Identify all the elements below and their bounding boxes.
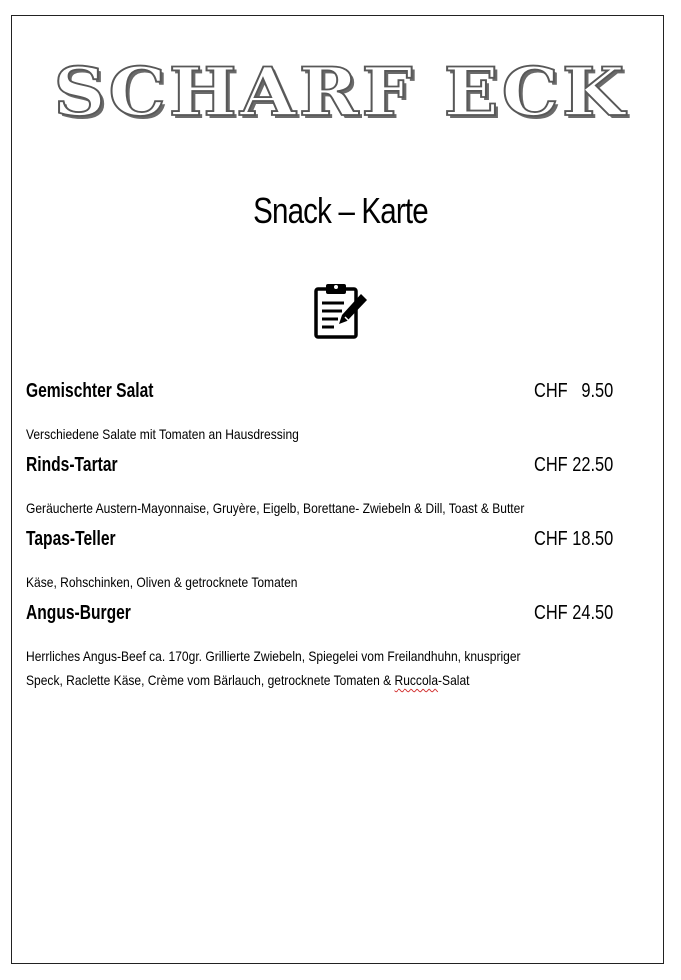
menu-list [26,380,616,692]
item-name: Angus-Burger [26,602,131,624]
item-name: Tapas-Teller [26,528,116,550]
item-price: CHF 9.50 [534,380,614,402]
item-price: CHF 22.50 [534,454,614,476]
spellcheck-flagged-word[interactable]: Ruccola [394,672,439,688]
item-price: CHF 18.50 [534,528,614,550]
clipboard-edit-icon [312,281,370,339]
menu-item [26,454,616,520]
restaurant-logo: SCHARF ECK [53,52,628,131]
item-description-line: Herrliches Angus-Beef ca. 170gr. Grillierte Zwiebeln, Spiegelei vom Freilandhuhn, knuspriger [26,648,521,664]
item-name: Rinds-Tartar [26,454,118,476]
menu-title: Snack – Karte [253,190,428,231]
menu-item [26,528,616,594]
description-text: Speck, Raclette Käse, Crème vom Bärlauch, getrocknete Tomaten & [26,672,395,688]
item-description [26,644,525,692]
menu-item [26,602,616,692]
item-description: Geräucherte Austern-Mayonnaise, Gruyère, Eigelb, Borettane- Zwiebeln & Dill, Toast & Butter [26,500,525,516]
item-price: CHF 24.50 [534,602,614,624]
menu-item [26,380,616,446]
item-description: Verschiedene Salate mit Tomaten an Hausdressing [26,426,299,442]
description-text: -Salat [438,672,470,688]
item-description-line [26,668,525,692]
item-name: Gemischter Salat [26,380,154,402]
item-description: Käse, Rohschinken, Oliven & getrocknete Tomaten [26,574,298,590]
